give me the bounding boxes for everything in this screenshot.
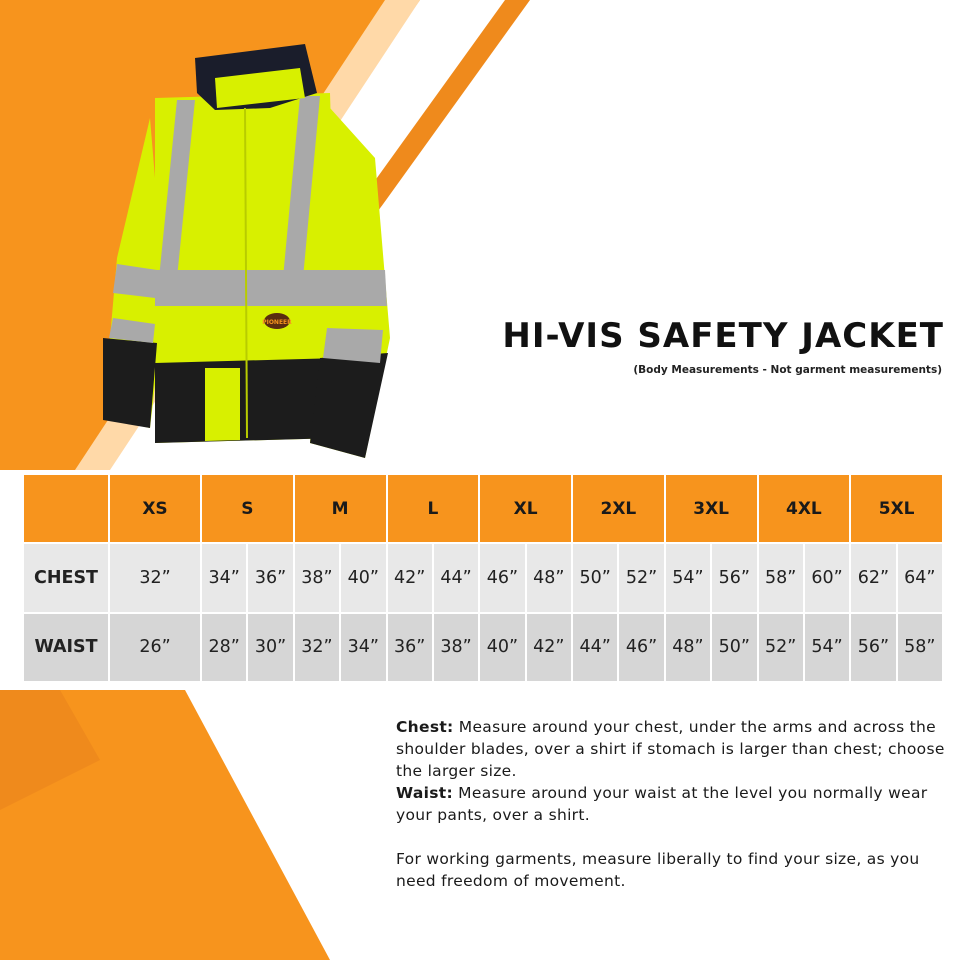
size-header: 3XL (665, 474, 758, 543)
measurement-cell: 40” (340, 543, 386, 612)
measurement-cell: 50” (711, 613, 757, 682)
chest-row (23, 543, 943, 612)
page-subtitle: (Body Measurements - Not garment measurements) (633, 364, 942, 376)
chest-note-label: Chest: (396, 718, 454, 736)
measurement-cell: 38” (294, 543, 340, 612)
measurement-cell: 44” (572, 613, 618, 682)
waist-note (396, 782, 946, 826)
measurement-cell: 32” (294, 613, 340, 682)
measurement-cell: 56” (850, 613, 896, 682)
measurement-cell: 54” (665, 543, 711, 612)
row-label: WAIST (23, 613, 109, 682)
measurement-cell: 38” (433, 613, 479, 682)
measurement-cell: 52” (758, 613, 804, 682)
measurement-cell: 48” (665, 613, 711, 682)
size-header: L (387, 474, 480, 543)
measurement-cell: 60” (804, 543, 850, 612)
measurement-cell: 58” (897, 613, 943, 682)
measurement-cell: 50” (572, 543, 618, 612)
hi-vis-jacket-icon (95, 38, 395, 458)
corner-cell (23, 474, 109, 543)
size-chart-table (22, 473, 944, 683)
waist-row (23, 613, 943, 682)
measurement-cell: 34” (340, 613, 386, 682)
measurement-cell: 40” (479, 613, 525, 682)
measurement-cell: 62” (850, 543, 896, 612)
footer-note: For working garments, measure liberally to find your size, as you need freedom of movement. (396, 850, 920, 890)
measurement-cell: 58” (758, 543, 804, 612)
size-header: M (294, 474, 387, 543)
measurement-cell: 34” (201, 543, 247, 612)
measurement-cell: 56” (711, 543, 757, 612)
chest-note (396, 716, 946, 782)
measurement-cell: 46” (618, 613, 664, 682)
size-header: S (201, 474, 294, 543)
measurement-cell: 48” (526, 543, 572, 612)
measurement-cell: 26” (109, 613, 201, 682)
waist-note-label: Waist: (396, 784, 453, 802)
row-label: CHEST (23, 543, 109, 612)
brand-badge: PIONEER (262, 319, 292, 326)
measurement-cell: 28” (201, 613, 247, 682)
measurement-cell: 46” (479, 543, 525, 612)
measurement-cell: 36” (247, 543, 293, 612)
measurement-cell: 36” (387, 613, 433, 682)
size-header: 5XL (850, 474, 943, 543)
chest-note-text: Measure around your chest, under the arms and across the shoulder blades, over a shirt if stomach is larger than chest; choose the larger size. (396, 718, 945, 780)
measurement-cell: 42” (526, 613, 572, 682)
size-header: 4XL (758, 474, 851, 543)
size-header: XL (479, 474, 572, 543)
measurement-cell: 30” (247, 613, 293, 682)
measurement-cell: 54” (804, 613, 850, 682)
measurement-cell: 32” (109, 543, 201, 612)
size-header-row (23, 474, 943, 543)
size-header: 2XL (572, 474, 665, 543)
measurement-cell: 64” (897, 543, 943, 612)
waist-note-text: Measure around your waist at the level you normally wear your pants, over a shirt. (396, 784, 928, 824)
page-title: HI-VIS SAFETY JACKET (502, 316, 944, 356)
measurement-cell: 42” (387, 543, 433, 612)
size-header: XS (109, 474, 201, 543)
measurement-notes (396, 716, 946, 892)
measurement-cell: 44” (433, 543, 479, 612)
measurement-cell: 52” (618, 543, 664, 612)
